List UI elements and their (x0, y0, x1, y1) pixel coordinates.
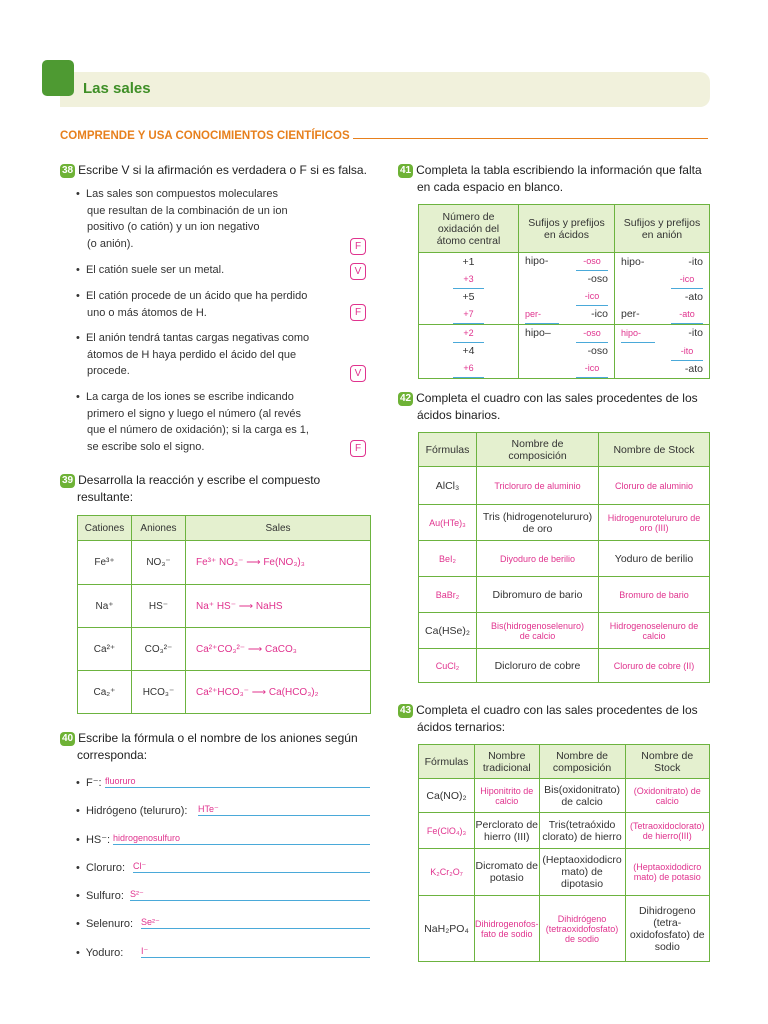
q38-item-4: • El anión tendrá tantas cargas negativas como átomos de H haya perdido el ácido del que procede. (76, 332, 310, 377)
q40-answer-6[interactable]: Se²⁻ (141, 916, 370, 929)
q39-table (77, 515, 371, 714)
q39-row: Fe³⁺ NO₃⁻ Fe³⁺ NO₃⁻ ⟶ Fe(NO₃)₃ (78, 541, 371, 585)
q39-row: Ca₂⁺ HCO₃⁻ Ca²⁺HCO₃⁻ ⟶ Ca(HCO₃)₂ (78, 671, 371, 714)
q43-header-traditional: Nombre tradicional (475, 745, 540, 779)
q38-answer-4[interactable]: V (350, 365, 366, 382)
q39-number: 39 (62, 475, 74, 486)
table-row: Ca(NO)₂ Hiponitrito de calcio Bis(oxidonitrato) de calcio (Oxidonitrato) de calcio (419, 779, 710, 813)
q39-row: Na⁺ HS⁻ Na⁺ HS⁻ ⟶ NaHS (78, 585, 371, 628)
q43-number: 43 (400, 705, 412, 716)
q41-header-acid: Sufijos y prefijos en ácidos (519, 205, 615, 253)
q41-group-2: +2 +4 +6 hipo– -oso -oso -ico hipo- -ito -ito -ato (419, 325, 710, 379)
table-row: K₂Cr₂O₇ Dicromato de potasio (Heptaoxidodicro mato) de dipotasio (Heptaoxidodicro mato) de potasio (419, 849, 710, 896)
q38-answer-5[interactable]: F (350, 440, 366, 457)
q40-answer-2[interactable]: HTe⁻ (198, 803, 370, 816)
q38-number: 38 (62, 165, 74, 176)
q40-header: 40 Escribe la fórmula o el nombre de los aniones según corresponda: (62, 731, 358, 762)
q39-header-sales: Sales (186, 516, 371, 541)
q38-prompt: Escribe V si la afirmación es verdadera o F si es falsa. (78, 163, 367, 177)
q43-header-stock: Nombre de Stock (625, 745, 709, 779)
table-row: Fe(ClO₄)₃ Perclorato de hierro (III) Tris(tetraóxido clorato) de hierro (Tetraoxidoclorato) de hierro(III) (419, 813, 710, 849)
q42-table (418, 432, 710, 683)
q43-header-composition: Nombre de composición (539, 745, 625, 779)
q40-item-4-label: • Cloruro: (76, 862, 126, 874)
table-row: BaBr₂ Dibromuro de bario Bromuro de bario (419, 577, 710, 613)
q40-answer-4[interactable]: Cl⁻ (133, 860, 370, 873)
q38-item-3: • El catión procede de un ácido que ha perdido uno o más átomos de H. (76, 290, 308, 319)
arrow-icon: ⟶ (251, 686, 267, 698)
q41-header-ox: Número de oxidación del átomo central (419, 205, 519, 253)
q38-item-5: • La carga de los iones se escribe indicando primero el signo y luego el número (al revés que el número de oxidación); si la carga es 1, se escribe solo el signo. (76, 391, 309, 453)
q43-header: 43 Completa el cuadro con las sales procedentes de los ácidos ternarios: (400, 703, 698, 734)
q40-answer-7[interactable]: I⁻ (141, 945, 370, 958)
table-row: Ca(HSe)₂ Bis(hidrogenoselenuro) de calcio Hidrogenoselenuro de calcio (419, 613, 710, 649)
q41-header: 41 Completa la tabla escribiendo la información que falta en cada espacio en blanco. (400, 163, 702, 194)
q41-header-anion: Sufijos y prefijos en anión (615, 205, 710, 253)
q41-number: 41 (400, 165, 412, 176)
q39-header-aniones: Aniones (132, 516, 186, 541)
q40-answer-3[interactable]: hidrogenosulfuro (113, 832, 370, 845)
title-tab (42, 60, 74, 96)
q42-header-formulas: Fórmulas (419, 433, 477, 467)
table-row: AlCl₃ Tricloruro de aluminio Cloruro de aluminio (419, 467, 710, 505)
q40-item-2-label: • Hidrógeno (telururo): (76, 805, 188, 817)
table-row: NaH₂PO₄ Dihidrogenofos-fato de sodio Dihidrógeno (tetraoxidofosfato) de sodio Dihidrogeno (tetra-oxidofosfato) de sodio (419, 896, 710, 962)
q40-answer-1[interactable]: fluoruro (105, 775, 370, 788)
arrow-icon: ⟶ (247, 643, 263, 655)
q38-answer-3[interactable]: F (350, 304, 366, 321)
page-title: Las sales (83, 80, 151, 97)
q40-item-3-label: • HS⁻: (76, 834, 111, 846)
q40-item-1-label: • F⁻: (76, 777, 102, 789)
arrow-icon: ⟶ (238, 600, 254, 612)
q38-answer-2[interactable]: V (350, 263, 366, 280)
q41-table (418, 204, 710, 379)
q40-item-7-label: • Yoduro: (76, 947, 124, 959)
q38-item-2: • El catión suele ser un metal. (76, 264, 225, 276)
q40-number: 40 (62, 733, 74, 744)
q42-header: 42 Completa el cuadro con las sales procedentes de los ácidos binarios. (400, 391, 698, 422)
q40-item-6-label: • Selenuro: (76, 918, 134, 930)
q42-number: 42 (400, 393, 412, 404)
q43-table (418, 744, 710, 962)
section-heading-text: COMPRENDE Y USA CONOCIMIENTOS CIENTÍFICOS (60, 130, 350, 142)
table-row: BeI₂ Diyoduro de berilio Yoduro de berilio (419, 541, 710, 577)
q38-item-1-text: • Las sales son compuestos moleculares que resultan de la combinación de un ion positivo (o catión) y un ion negativo (o anión). (76, 188, 288, 250)
table-row: Au(HTe)₃ Tris (hidrogenotelururo) de oro Hidrogenurotelururo de oro (III) (419, 505, 710, 541)
q43-header-formulas: Fórmulas (419, 745, 475, 779)
q40-answer-5[interactable]: S²⁻ (130, 888, 370, 901)
q38-answer-1[interactable]: F (350, 238, 366, 255)
title-band (60, 72, 710, 107)
q39-header-cationes: Cationes (78, 516, 132, 541)
q39-header: 39 Desarrolla la reacción y escribe el compuesto resultante: (62, 473, 321, 504)
table-row: CuCl₂ Dicloruro de cobre Cloruro de cobre (II) (419, 649, 710, 683)
q42-header-stock: Nombre de Stock (599, 433, 710, 467)
arrow-icon: ⟶ (246, 557, 261, 568)
q42-header-composition: Nombre de composición (477, 433, 599, 467)
q41-group-1: +1 +3 +5 +7 hipo- -oso -oso -ico per- -ico hipo- -ito -ico -ato per- -ato (419, 253, 710, 325)
q38-item-1 (76, 186, 288, 252)
q40-item-5-label: • Sulfuro: (76, 890, 124, 902)
q38-header (60, 162, 380, 179)
section-heading (60, 130, 708, 142)
q39-row: Ca²⁺ CO₃²⁻ Ca²⁺CO₃²⁻ ⟶ CaCO₃ (78, 628, 371, 671)
